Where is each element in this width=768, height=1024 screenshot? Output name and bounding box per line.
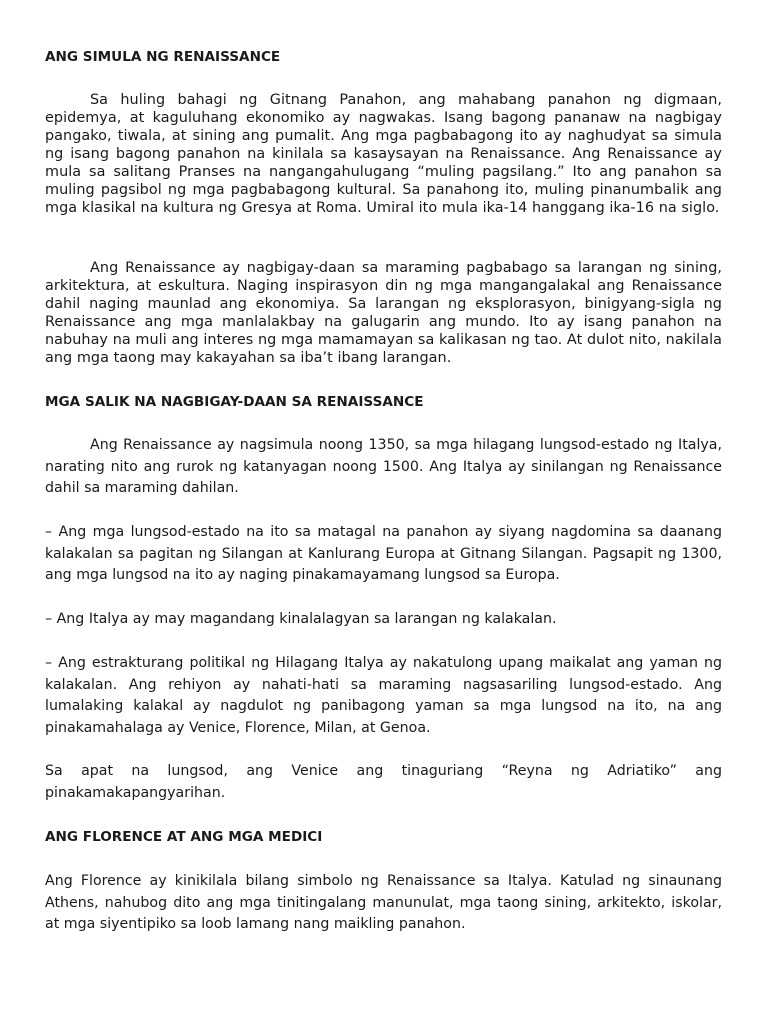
paragraph-salik-2: – Ang mga lungsod-estado na ito sa matagal na panahon ay siyang nagdomina sa daanang kalakalan sa pagitan ng Silangan at Kanlurang Europa at Gitnang Silangan. Pagsapit ng 1300, ang mga lungsod na ito ay naging pinakamayamang lungsod sa Europa. xyxy=(45,524,722,583)
paragraph-simula-1: Sa huling bahagi ng Gitnang Panahon, ang mahabang panahon ng digmaan, epidemya, at kaguluhang ekonomiko ay nagwakas. Isang bagong pananaw na nagbigay pangako, tiwala, at sining ang pumalit. Ang mga pagbabagong ito ay naghudyat sa simula ng isang bagong panahon na kinilala sa kasaysayan na Renaissance. Ang Renaissance ay mula sa salitang Pranses na nangangahulugang “muling pagsilang.” Ito ang panahon sa muling pagsibol ng mga pagbabagong kultural. Sa panahong ito, muling pinanumbalik ang mga klasikal na kultura ng Gresya at Roma. Umiral ito mula ika-14 hanggang ika-16 na siglo. xyxy=(45,92,722,216)
section-heading-simula: ANG SIMULA NG RENAISSANCE xyxy=(45,49,281,65)
paragraph-salik-5: Sa apat na lungsod, ang Venice ang tinaguriang “Reyna ng Adriatiko” ang pinakamakapangyarihan. xyxy=(45,763,722,801)
paragraph-salik-3: – Ang Italya ay may magandang kinalalagyan sa larangan ng kalakalan. xyxy=(45,611,557,627)
paragraph-salik-1: Ang Renaissance ay nagsimula noong 1350, sa mga hilagang lungsod-estado ng Italya, narating nito ang rurok ng katanyagan noong 1500. Ang Italya ay sinilangan ng Renaissance dahil sa maraming dahilan. xyxy=(45,437,722,496)
paragraph-simula-2: Ang Renaissance ay nagbigay-daan sa maraming pagbabago sa larangan ng sining, arkitektura, at eskultura. Naging inspirasyon din ng mga mangangalakal ang Renaissance dahil naging maunlad ang ekonomiya. Sa larangan ng eksplorasyon, binigyang-sigla ng Renaissance ang mga manlalakbay na galugarin ang mundo. Ito ay isang panahon na nabuhay na muli ang interes ng mga mamamayan sa kalikasan ng tao. At dulot nito, nakilala ang mga taong may kakayahan sa iba’t ibang larangan. xyxy=(45,260,722,366)
paragraph-florence-1: Ang Florence ay kinikilala bilang simbolo ng Renaissance sa Italya. Katulad ng sinaunang Athens, nahubog dito ang mga tinitingalang manunulat, mga taong sining, arkitekto, iskolar, at mga siyentipiko sa loob lamang nang maikling panahon. xyxy=(45,873,722,932)
section-heading-florence: ANG FLORENCE AT ANG MGA MEDICI xyxy=(45,829,323,845)
paragraph-salik-4: – Ang estrakturang politikal ng Hilagang Italya ay nakatulong upang maikalat ang yaman ng kalakalan. Ang rehiyon ay nahati-hati sa maraming nagsasariling lungsod-estado. Ang lumalaking kalakal ay nagdulot ng panibagong yaman sa mga lungsod na ito, na ang pinakamahalaga ay Venice, Florence, Milan, at Genoa. xyxy=(45,655,722,736)
section-heading-salik: MGA SALIK NA NAGBIGAY-DAAN SA RENAISSANCE xyxy=(45,394,424,410)
